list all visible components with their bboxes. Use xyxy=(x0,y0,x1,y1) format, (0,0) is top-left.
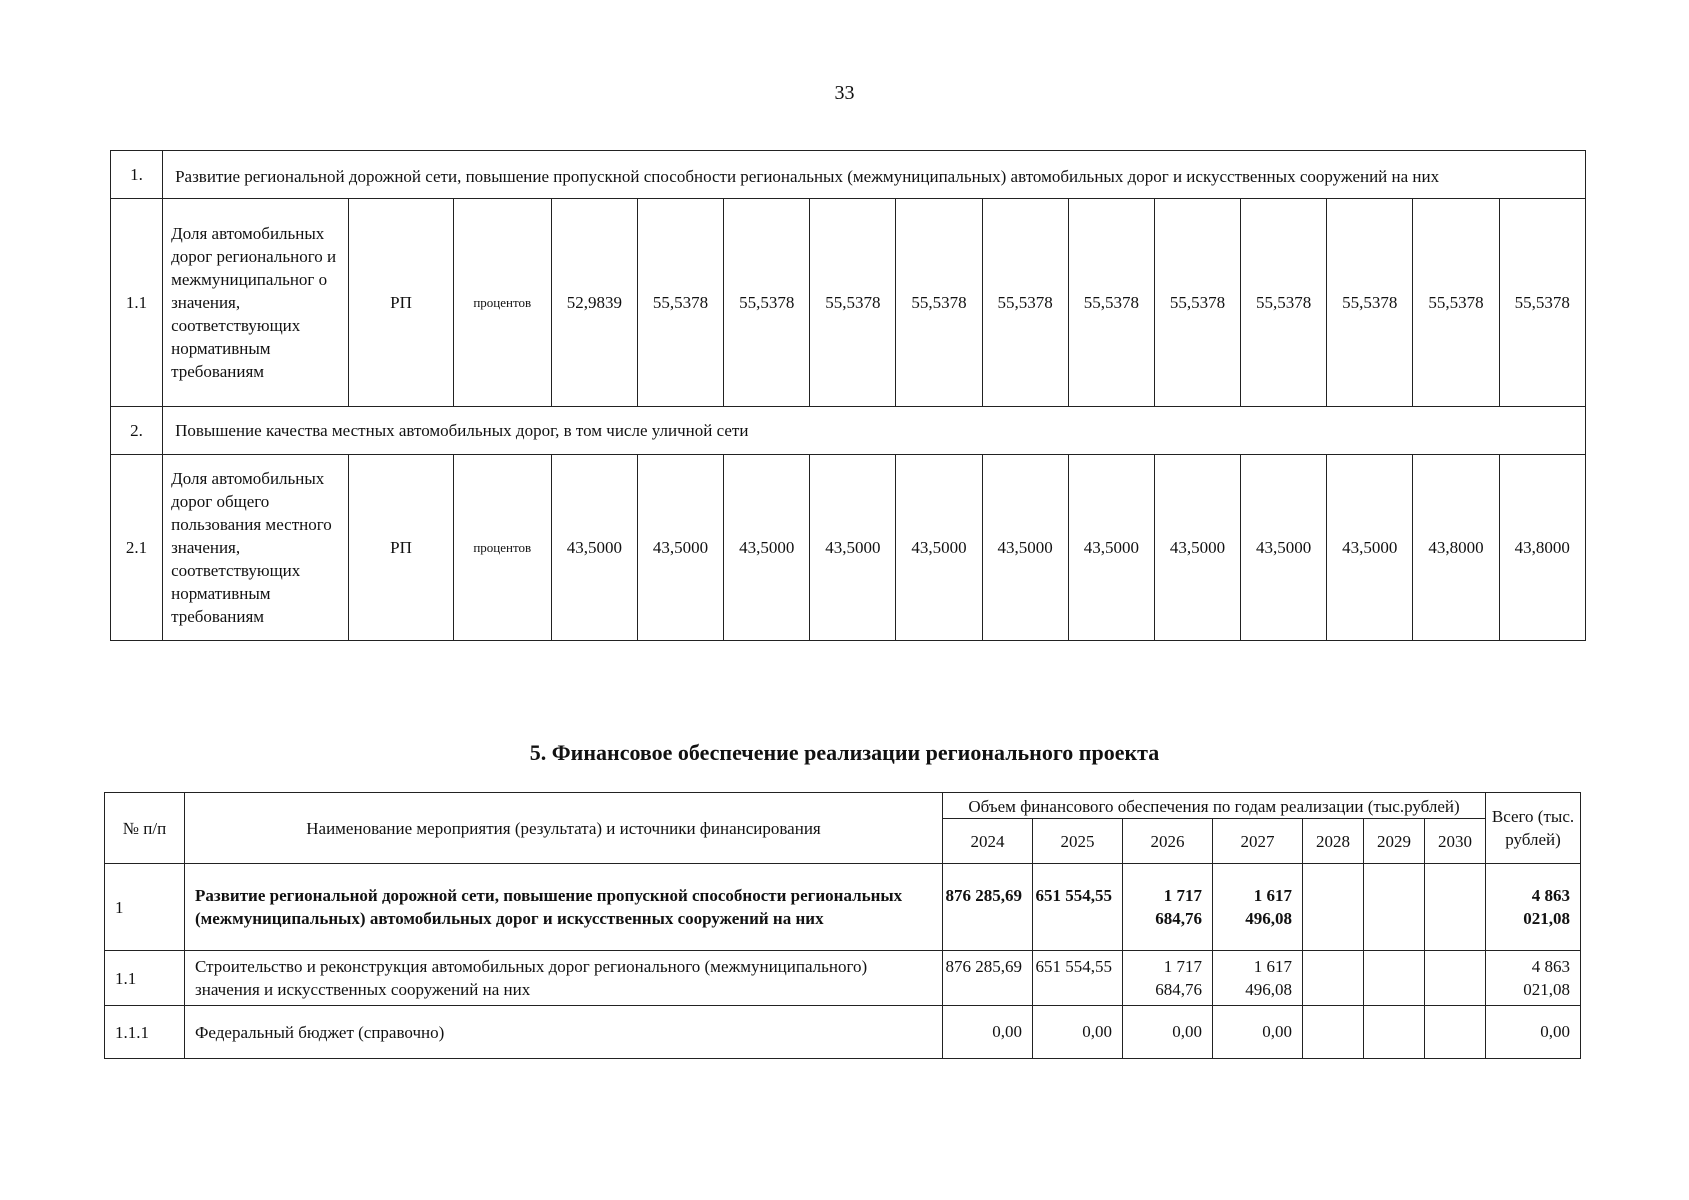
row-total: 4 863 021,08 xyxy=(1486,864,1581,951)
row-value xyxy=(1303,1006,1364,1059)
indicator-value: 43,5000 xyxy=(810,455,896,641)
section-number: 1. xyxy=(111,151,163,199)
indicator-value: 55,5378 xyxy=(1499,199,1585,407)
row-value xyxy=(1425,1006,1486,1059)
row-value xyxy=(1425,951,1486,1006)
header-year: 2028 xyxy=(1303,819,1364,864)
finance-table xyxy=(104,792,1581,1059)
row-value xyxy=(1425,864,1486,951)
header-year: 2026 xyxy=(1123,819,1213,864)
header-volume: Объем финансового обеспечения по годам реализации (тыс.рублей) xyxy=(943,793,1486,819)
row-value: 0,00 xyxy=(1213,1006,1303,1059)
row-total: 4 863 021,08 xyxy=(1486,951,1581,1006)
indicator-value: 43,5000 xyxy=(1068,455,1154,641)
indicator-value: 55,5378 xyxy=(810,199,896,407)
page-number: 33 xyxy=(834,82,855,104)
table-row xyxy=(105,951,1581,1006)
header-year: 2025 xyxy=(1033,819,1123,864)
section-heading: 5. Финансовое обеспечение реализации регионального проекта xyxy=(529,740,1160,765)
indicator-number: 2.1 xyxy=(111,455,163,641)
header-year: 2024 xyxy=(943,819,1033,864)
row-value: 1 717 684,76 xyxy=(1123,864,1213,951)
indicator-value: 43,5000 xyxy=(1154,455,1240,641)
header-total: Всего (тыс. рублей) xyxy=(1486,793,1581,864)
section-number: 2. xyxy=(111,407,163,455)
row-value xyxy=(1303,951,1364,1006)
table-row xyxy=(105,864,1581,951)
header-year: 2027 xyxy=(1213,819,1303,864)
indicator-value: 55,5378 xyxy=(982,199,1068,407)
row-name: Федеральный бюджет (справочно) xyxy=(185,1006,943,1059)
indicator-value: 43,5000 xyxy=(551,455,637,641)
indicator-value: 52,9839 xyxy=(551,199,637,407)
indicator-value: 43,5000 xyxy=(1241,455,1327,641)
indicator-value: 43,5000 xyxy=(637,455,723,641)
header-year: 2029 xyxy=(1364,819,1425,864)
row-value xyxy=(1364,951,1425,1006)
indicator-value: 43,5000 xyxy=(1327,455,1413,641)
row-value: 0,00 xyxy=(943,1006,1033,1059)
header-year: 2030 xyxy=(1425,819,1486,864)
indicator-name: Доля автомобильных дорог общего пользования местного значения, соответствующих нормативным требованиям xyxy=(163,455,349,641)
row-number: 1 xyxy=(105,864,185,951)
indicator-value: 55,5378 xyxy=(1068,199,1154,407)
row-name: Строительство и реконструкция автомобильных дорог регионального (межмуниципального) значения и искусственных сооружений на них xyxy=(185,951,943,1006)
header-np: № п/п xyxy=(105,793,185,864)
indicator-value: 55,5378 xyxy=(896,199,982,407)
indicator-value: 43,8000 xyxy=(1499,455,1585,641)
indicator-value: 55,5378 xyxy=(1327,199,1413,407)
row-value xyxy=(1303,864,1364,951)
row-value: 651 554,55 xyxy=(1033,951,1123,1006)
section-title: Развитие региональной дорожной сети, повышение пропускной способности региональных (межмуниципальных) автомобильных дорог и искусственных сооружений на них xyxy=(163,151,1586,199)
indicator-unit: процентов xyxy=(453,199,551,407)
indicator-level: РП xyxy=(349,455,453,641)
section-row xyxy=(111,151,1586,199)
row-value xyxy=(1364,864,1425,951)
indicator-value: 43,5000 xyxy=(724,455,810,641)
indicator-unit: процентов xyxy=(453,455,551,641)
header-name: Наименование мероприятия (результата) и источники финансирования xyxy=(185,793,943,864)
section-title: Повышение качества местных автомобильных дорог, в том числе уличной сети xyxy=(163,407,1586,455)
indicator-value: 43,5000 xyxy=(982,455,1068,641)
indicator-row xyxy=(111,199,1586,407)
section-row xyxy=(111,407,1586,455)
indicator-value: 55,5378 xyxy=(1241,199,1327,407)
row-value xyxy=(1364,1006,1425,1059)
row-value: 876 285,69 xyxy=(943,864,1033,951)
row-value: 1 717 684,76 xyxy=(1123,951,1213,1006)
indicator-value: 55,5378 xyxy=(637,199,723,407)
row-value: 1 617 496,08 xyxy=(1213,864,1303,951)
row-number: 1.1 xyxy=(105,951,185,1006)
header-row xyxy=(105,793,1581,819)
table-row xyxy=(105,1006,1581,1059)
row-value: 0,00 xyxy=(1033,1006,1123,1059)
indicator-number: 1.1 xyxy=(111,199,163,407)
row-value: 651 554,55 xyxy=(1033,864,1123,951)
row-value: 876 285,69 xyxy=(943,951,1033,1006)
row-value: 1 617 496,08 xyxy=(1213,951,1303,1006)
indicator-value: 43,8000 xyxy=(1413,455,1499,641)
indicator-value: 55,5378 xyxy=(1154,199,1240,407)
indicators-table xyxy=(110,150,1586,641)
indicator-value: 55,5378 xyxy=(1413,199,1499,407)
indicator-value: 55,5378 xyxy=(724,199,810,407)
indicator-value: 43,5000 xyxy=(896,455,982,641)
row-value: 0,00 xyxy=(1123,1006,1213,1059)
indicator-level: РП xyxy=(349,199,453,407)
row-name: Развитие региональной дорожной сети, повышение пропускной способности региональных (межмуниципальных) автомобильных дорог и искусственных сооружений на них xyxy=(185,864,943,951)
indicator-name: Доля автомобильных дорог регионального и межмуниципальног о значения, соответствующих нормативным требованиям xyxy=(163,199,349,407)
row-number: 1.1.1 xyxy=(105,1006,185,1059)
indicator-row xyxy=(111,455,1586,641)
row-total: 0,00 xyxy=(1486,1006,1581,1059)
